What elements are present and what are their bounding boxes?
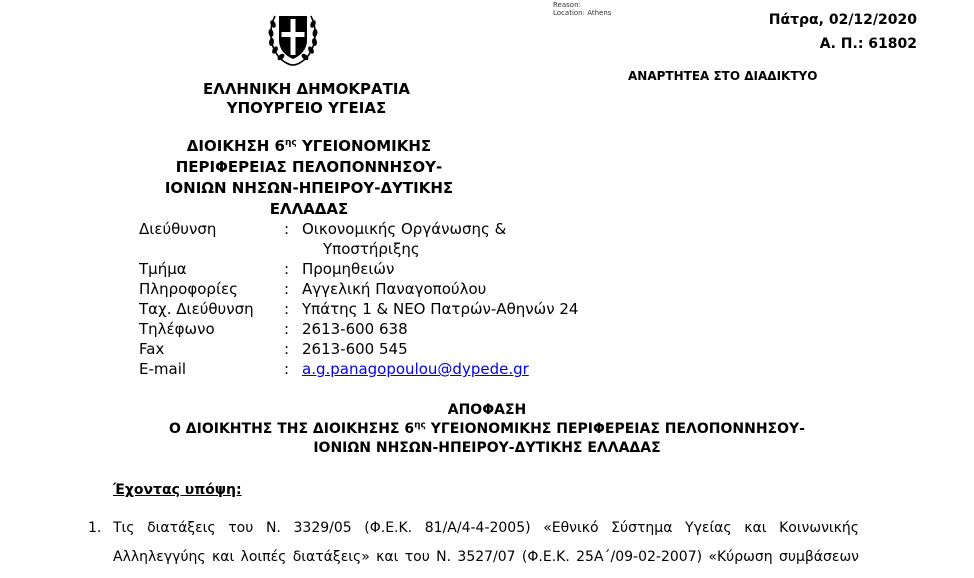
direction-label: Διεύθυνση (139, 220, 217, 238)
department-label: Τμήμα (139, 260, 187, 278)
colon: : (284, 260, 290, 278)
authority-ordinal: ης (284, 138, 297, 148)
authority-line-1-post: ΥΓΕΙΟΝΟΜΙΚΗΣ (296, 137, 432, 155)
signature-reason: Reason: (553, 1, 581, 9)
protocol-number: Α. Π.: 61802 (819, 36, 917, 52)
direction-value-cont: Υποστήριξης (323, 240, 420, 258)
colon: : (284, 300, 290, 318)
decision-line-3: ΙΟΝΙΩΝ ΝΗΣΩΝ-ΗΠΕΙΡΟΥ-ΔΥΤΙΚΗΣ ΕΛΛΑΔΑΣ (313, 440, 661, 456)
colon: : (284, 280, 290, 298)
issuer-republic: ΕΛΛΗΝΙΚΗ ΔΗΜΟΚΡΑΤΙΑ (202, 80, 411, 98)
authority-line-3: ΙΟΝΙΩΝ ΝΗΣΩΝ-ΗΠΕΙΡΟΥ-ΔΥΤΙΚΗΣ (164, 179, 454, 197)
item-1-line-1: Τις διατάξεις του Ν. 3329/05 (Φ.Ε.Κ. 81/Α/4-4-2005) «Εθνικό Σύστημα Υγείας και Κοινωνικής (113, 520, 859, 536)
authority-line-2: ΠΕΡΙΦΕΡΕΙΑΣ ΠΕΛΟΠΟΝΝΗΣΟΥ- (175, 158, 443, 176)
issuer-ministry: ΥΠΟΥΡΓΕΙΟ ΥΓΕΙΑΣ (226, 99, 387, 117)
signature-location: Location: Athens (553, 9, 612, 17)
web-posting-notice: ΑΝΑΡΤΗΤΕΑ ΣΤΟ ΔΙΑΔΙΚΤΥΟ (628, 69, 818, 83)
decision-ordinal: ης (414, 420, 426, 431)
considering-heading: Έχοντας υπόψη: (113, 482, 242, 498)
department-value: Προμηθειών (302, 260, 395, 278)
info-label: Πληροφορίες (139, 280, 238, 298)
info-value: Αγγελική Παναγοπούλου (302, 280, 487, 298)
coat-of-arms-icon (266, 8, 320, 68)
decision-line-2-pre: Ο ΔΙΟΙΚΗΤΗΣ ΤΗΣ ΔΙΟΙΚΗΣΗΣ 6 (169, 421, 415, 437)
decision-line-2 (0, 421, 974, 437)
fax-value: 2613-600 545 (302, 340, 408, 358)
colon: : (284, 360, 290, 378)
colon: : (284, 320, 290, 338)
phone-label: Τηλέφωνο (139, 320, 215, 338)
direction-value: Οικονομικής Οργάνωσης & (302, 220, 507, 238)
phone-value: 2613-600 638 (302, 320, 408, 338)
email-label: E-mail (139, 360, 187, 378)
authority-line-4: ΕΛΛΑΔΑΣ (269, 200, 349, 218)
item-1-line-2: Αλληλεγγύης και λοιπές διατάξεις» και του Ν. 3527/07 (Φ.Ε.Κ. 25Α΄/09-02-2007) «Κύρωση συμβάσεων (113, 549, 859, 565)
address-value: Υπάτης 1 & ΝΕΟ Πατρών-Αθηνών 24 (302, 300, 579, 318)
authority-line-1 (150, 137, 468, 155)
decision-line-2-post: ΥΓΕΙΟΝΟΜΙΚΗΣ ΠΕΡΙΦΕΡΕΙΑΣ ΠΕΛΟΠΟΝΝΗΣΟΥ- (425, 421, 805, 437)
colon: : (284, 340, 290, 358)
item-1-number: 1. (88, 520, 102, 536)
decision-title: ΑΠΟΦΑΣΗ (447, 402, 527, 418)
authority-line-1-pre: ΔΙΟΙΚΗΣΗ 6 (186, 137, 285, 155)
address-label: Ταχ. Διεύθυνση (139, 300, 254, 318)
place-date: Πάτρα, 02/12/2020 (768, 12, 917, 28)
email-link[interactable]: a.g.panagopoulou@dypede.gr (302, 360, 529, 378)
fax-label: Fax (139, 340, 165, 358)
colon: : (284, 220, 290, 238)
